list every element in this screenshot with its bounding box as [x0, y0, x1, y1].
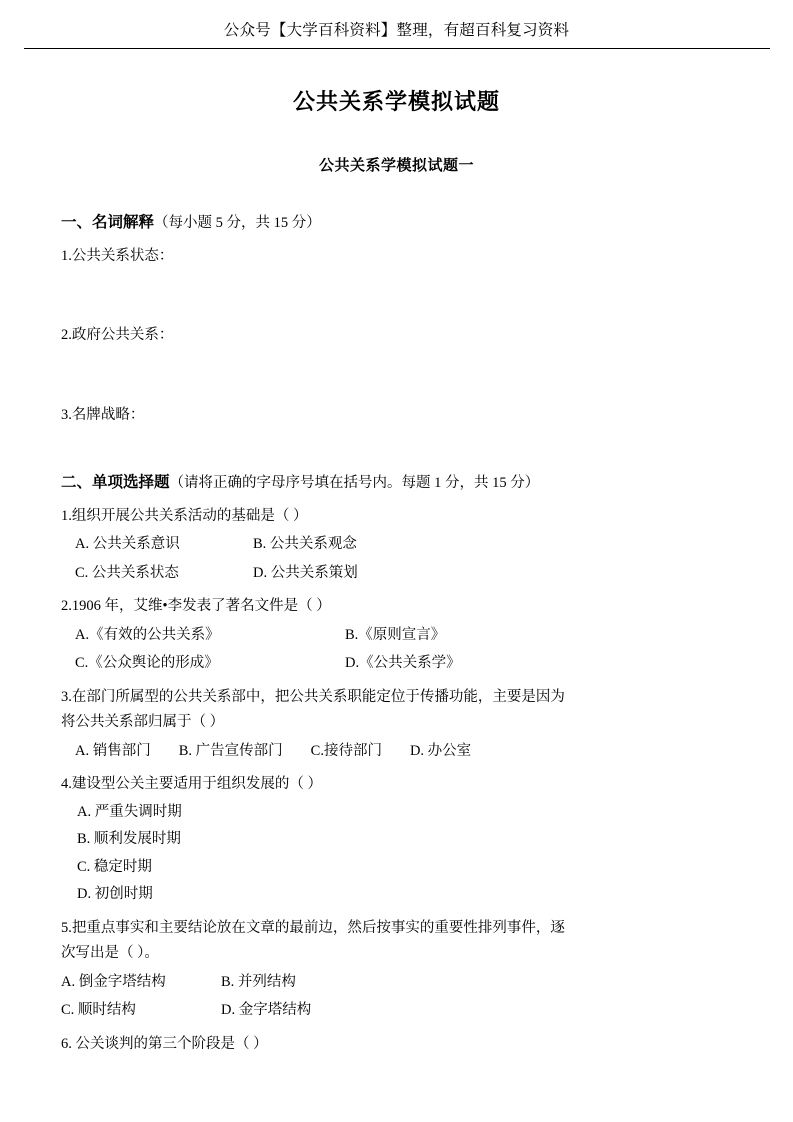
- question-4-option-a: A. 严重失调时期: [77, 803, 182, 820]
- question-3-options: [61, 740, 732, 763]
- question-1-option-c: C. 公共关系状态: [75, 564, 179, 581]
- question-3-option-a: A. 销售部门: [75, 742, 151, 759]
- term-item-1: 1.公共关系状态：: [61, 247, 174, 264]
- term-item-3: 3.名牌战略：: [61, 406, 145, 423]
- watermark-banner: [0, 0, 793, 49]
- question-5-option-c: C. 顺时结构: [61, 1002, 136, 1019]
- question-6-stem: 6. 公关谈判的第三个阶段是（ ）: [61, 1035, 268, 1052]
- question-5-option-a: A. 倒金字塔结构: [61, 973, 166, 990]
- question-2-option-d: D.《公共关系学》: [345, 655, 461, 672]
- question-1-option-d: D. 公共关系策划: [253, 564, 358, 581]
- question-2-option-b: B.《原则宣言》: [345, 626, 446, 643]
- question-5-stem-continued: 次写出是（ ）。: [61, 945, 159, 962]
- question-1-options-row-1: [61, 533, 732, 556]
- question-4-option-c: C. 稳定时期: [77, 858, 152, 875]
- question-2-stem: 2.1906 年，艾维•李发表了著名文件是（ ）: [61, 598, 331, 615]
- question-4-option-d: D. 初创时期: [77, 886, 153, 903]
- section-one-note: （每小题 5 分，共 15 分）: [154, 215, 321, 231]
- term-item-2: 2.政府公共关系：: [61, 327, 174, 344]
- section-two-note: （请将正确的字母序号填在括号内。每题 1 分，共 15 分）: [169, 475, 540, 492]
- question-1-options-row-2: [61, 562, 732, 585]
- question-3-option-d: D. 办公室: [409, 742, 472, 759]
- question-5-option-b: B. 并列结构: [221, 973, 296, 990]
- section-one-heading: [61, 211, 732, 235]
- question-2-option-c: C.《公众舆论的形成》: [75, 655, 219, 672]
- question-1-stem: 1.组织开展公共关系活动的基础是（ ）: [61, 507, 308, 524]
- question-1-option-b: B. 公共关系观念: [253, 536, 357, 553]
- question-3-stem: 3.在部门所属型的公共关系部中，把公共关系职能定位于传播功能，主要是因为: [61, 688, 565, 705]
- question-2-options-row-2: [61, 652, 732, 675]
- question-4-option-b: B. 顺利发展时期: [77, 831, 181, 848]
- watermark-text: 公众号【大学百科资料】整理，有超百科复习资料: [223, 22, 570, 39]
- page-subtitle: 公共关系学模拟试题一: [318, 158, 474, 174]
- question-5-stem: 5.把重点事实和主要结论放在文章的最前边，然后按事实的重要性排列事件，逐: [61, 919, 565, 936]
- page-title: 公共关系学模拟试题: [292, 89, 500, 114]
- question-3-stem-continued: 将公共关系部归属于（ ）: [61, 714, 225, 731]
- question-2-options-row-1: [61, 624, 732, 647]
- section-two-label: 二、单项选择题: [61, 474, 170, 492]
- question-3-option-b: B. 广告宣传部门: [178, 742, 283, 759]
- question-1-option-a: A. 公共关系意识: [75, 536, 180, 553]
- question-3-option-c: C.接待部门: [310, 742, 382, 759]
- question-5-options-row-2: [61, 999, 732, 1022]
- question-5-options-row-1: [61, 971, 732, 994]
- watermark-divider: [24, 48, 770, 49]
- document-body: [0, 85, 793, 1056]
- question-2-option-a: A.《有效的公共关系》: [75, 626, 220, 643]
- question-5-option-d: D. 金字塔结构: [221, 1002, 312, 1019]
- section-one-label: 一、名词解释: [61, 214, 155, 231]
- question-4-stem: 4.建设型公关主要适用于组织发展的（ ）: [61, 776, 322, 793]
- section-two-heading: [61, 471, 732, 495]
